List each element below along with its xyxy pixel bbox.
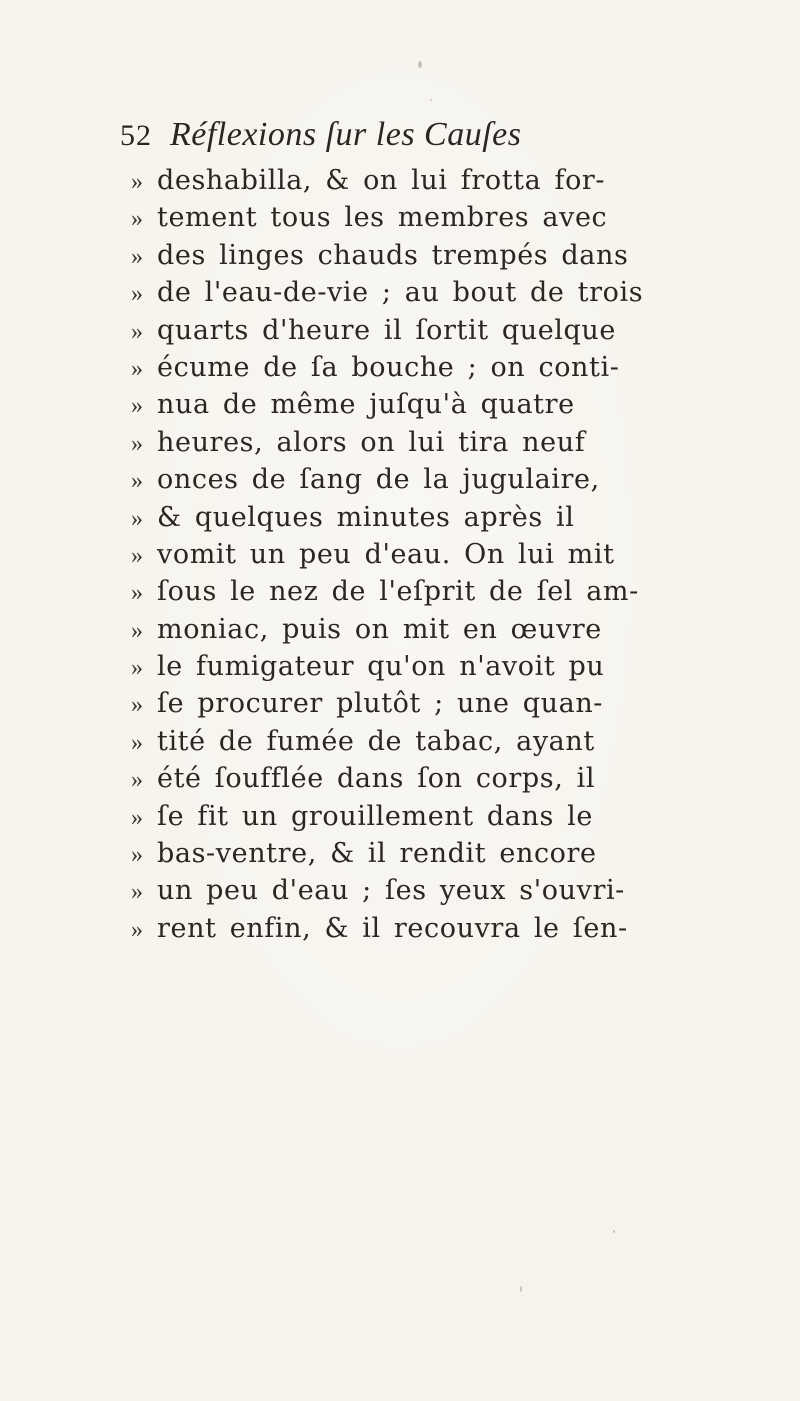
paper-speck	[520, 1286, 522, 1292]
quotation-mark: »	[131, 729, 143, 756]
quotation-mark: »	[131, 617, 143, 644]
text-line	[131, 427, 686, 464]
quotation-mark: »	[131, 879, 143, 906]
line-text: deshabilla, & on lui frotta for-	[157, 165, 606, 196]
line-text: un peu d'eau ; ſes yeux s'ouvri-	[157, 875, 625, 907]
text-line	[131, 726, 686, 763]
quotation-mark: »	[131, 468, 143, 495]
line-text: onces de ſang de la jugulaire,	[157, 464, 600, 496]
quotation-mark: »	[131, 206, 143, 233]
line-text: ſous le nez de l'eſprit de ſel am-	[157, 576, 639, 608]
quotation-mark: »	[131, 842, 143, 869]
line-text: des linges chauds trempés dans	[157, 239, 629, 271]
body-text	[131, 165, 686, 950]
quotation-mark: »	[131, 318, 143, 345]
quotation-mark: »	[131, 767, 143, 794]
quotation-mark: »	[131, 655, 143, 682]
quotation-mark: »	[131, 542, 143, 569]
line-text: le fumigateur qu'on n'avoit pu	[157, 651, 605, 683]
text-line	[131, 464, 686, 501]
text-line	[131, 315, 686, 352]
line-text: de l'eau-de-vie ; au bout de trois	[157, 277, 644, 309]
paper-speck	[613, 1230, 615, 1233]
text-line	[131, 277, 686, 314]
text-line	[131, 165, 686, 202]
line-text: ſe procurer plutôt ; une quan-	[157, 688, 604, 720]
quotation-mark: »	[131, 281, 143, 308]
quotation-mark: »	[131, 169, 143, 195]
text-line	[131, 502, 686, 539]
text-line	[131, 651, 686, 688]
text-line	[131, 875, 686, 912]
quotation-mark: »	[131, 804, 143, 831]
paper-speck	[430, 99, 432, 101]
text-line	[131, 352, 686, 389]
line-text: moniac, puis on mit en œuvre	[157, 613, 602, 645]
quotation-mark: »	[131, 243, 143, 270]
text-line	[131, 801, 686, 838]
quotation-mark: »	[131, 692, 143, 719]
text-line	[131, 576, 686, 613]
text-line	[131, 763, 686, 800]
line-text: tement tous les membres avec	[157, 202, 608, 234]
line-text: rent enfin, & il recouvra le ſen-	[157, 912, 628, 944]
paper-speck	[418, 61, 422, 68]
text-line	[131, 614, 686, 651]
text-line	[131, 838, 686, 875]
text-line	[131, 913, 686, 950]
text-line	[131, 202, 686, 239]
quotation-mark: »	[131, 916, 143, 943]
running-head	[120, 116, 720, 160]
line-text: été ſoufflée dans ſon corps, il	[157, 763, 596, 795]
line-text: quarts d'heure il ſortit quelque	[157, 314, 616, 346]
page-number: 52	[120, 119, 152, 152]
quotation-mark: »	[131, 505, 143, 532]
running-title: Réflexions ſur les Cauſes	[170, 116, 522, 153]
quotation-mark: »	[131, 355, 143, 382]
line-text: heures, alors on lui tira neuf	[157, 426, 586, 458]
line-text: nua de même juſqu'à quatre	[157, 389, 575, 421]
line-text: écume de ſa bouche ; on conti-	[157, 351, 620, 383]
quotation-mark: »	[131, 393, 143, 420]
quotation-mark: »	[131, 580, 143, 607]
text-line	[131, 240, 686, 277]
text-line	[131, 539, 686, 576]
line-text: & quelques minutes après il	[157, 501, 575, 533]
text-line	[131, 688, 686, 725]
line-text: bas-ventre, & il rendit encore	[157, 838, 597, 870]
line-text: vomit un peu d'eau. On lui mit	[157, 538, 615, 570]
line-text: ſe fit un grouillement dans le	[157, 800, 593, 832]
text-line	[131, 389, 686, 426]
quotation-mark: »	[131, 430, 143, 457]
line-text: tité de fumée de tabac, ayant	[157, 725, 595, 757]
